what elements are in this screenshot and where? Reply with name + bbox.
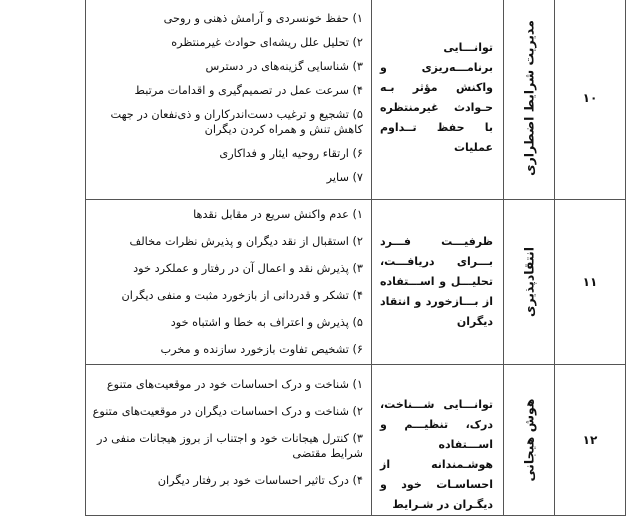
table-row xyxy=(86,200,626,365)
list-item: ۷) سایر xyxy=(326,170,363,184)
row-description: توانـــایی شـــناخت، درک، تنظیـــم و اســـتفاده هوشـمندانه از احساسـات خود و دیگـران در شـرایط xyxy=(372,365,504,516)
list-item: ۱) حفظ خونسردی و آرامش ذهنی و روحی xyxy=(163,11,363,25)
row-description: توانـــایی برنامـــه‌ریزی و واکنش مؤثر بـه حـوادث غیرمنتظره با حفظ تــداوم عملیات xyxy=(372,0,504,200)
list-item: ۳) کنترل هیجانات خود و اجتناب از بروز هیجانات منفی در شرایط مقتضی xyxy=(97,432,363,460)
list-item: ۲) تحلیل علل ریشه‌ای حوادث غیرمنتظره xyxy=(171,35,363,49)
list-item: ۴) تشکر و قدردانی از بازخورد مثبت و منفی دیگران xyxy=(121,289,363,302)
competency-table xyxy=(85,0,626,516)
list-item: ۵) پذیرش و اعتراف به خطا و اشتباه خود xyxy=(170,316,363,329)
table-row xyxy=(86,365,626,516)
list-item: ۳) پذیرش نقد و اعمال آن در رفتار و عملکرد خود xyxy=(133,262,363,275)
row-items xyxy=(86,365,372,516)
list-item: ۶) تشخیص تفاوت بازخورد سازنده و مخرب xyxy=(160,343,363,356)
row-number: ۱۱ xyxy=(555,200,626,365)
row-description: ظرفیـــت فـــرد بـــرای دریافـــت، تحلیـــل و اســـتفاده از بـــازخورد و انتقاد دیگران xyxy=(372,200,504,365)
row-title: هوش هیجانی xyxy=(521,398,537,482)
row-title: انتقادپذیری xyxy=(521,246,537,318)
table-row xyxy=(86,0,626,200)
list-item: ۶) ارتقاء روحیه ایثار و فداکاری xyxy=(219,146,363,160)
row-title-cell xyxy=(504,0,555,200)
row-number: ۱۲ xyxy=(555,365,626,516)
row-title-cell xyxy=(504,365,555,516)
list-item: ۱) عدم واکنش سریع در مقابل نقدها xyxy=(193,208,363,221)
list-item: ۳) شناسایی گزینه‌های در دسترس xyxy=(205,59,363,73)
row-items xyxy=(86,0,372,200)
row-title: مدیریت شرایط اضطراری xyxy=(521,20,537,176)
list-item: ۲) استقبال از نقد دیگران و پذیرش نظرات مخالف xyxy=(129,235,363,248)
list-item: ۱) شناخت و درک احساسات خود در موقعیت‌های متنوع xyxy=(106,378,363,391)
row-title-cell xyxy=(504,200,555,365)
row-number: ۱۰ xyxy=(555,0,626,200)
list-item: ۲) شناخت و درک احساسات دیگران در موقعیت‌های متنوع xyxy=(92,405,363,418)
row-items xyxy=(86,200,372,365)
list-item: ۴) سرعت عمل در تصمیم‌گیری و اقدامات مرتبط xyxy=(134,83,363,97)
list-item: ۴) درک تاثیر احساسات خود بر رفتار دیگران xyxy=(157,474,363,487)
page-margin xyxy=(0,0,85,480)
list-item: ۵) تشجیع و ترغیب دست‌اندرکاران و ذی‌نفعان در جهت کاهش تنش و همراه کردن دیگران xyxy=(110,107,363,136)
